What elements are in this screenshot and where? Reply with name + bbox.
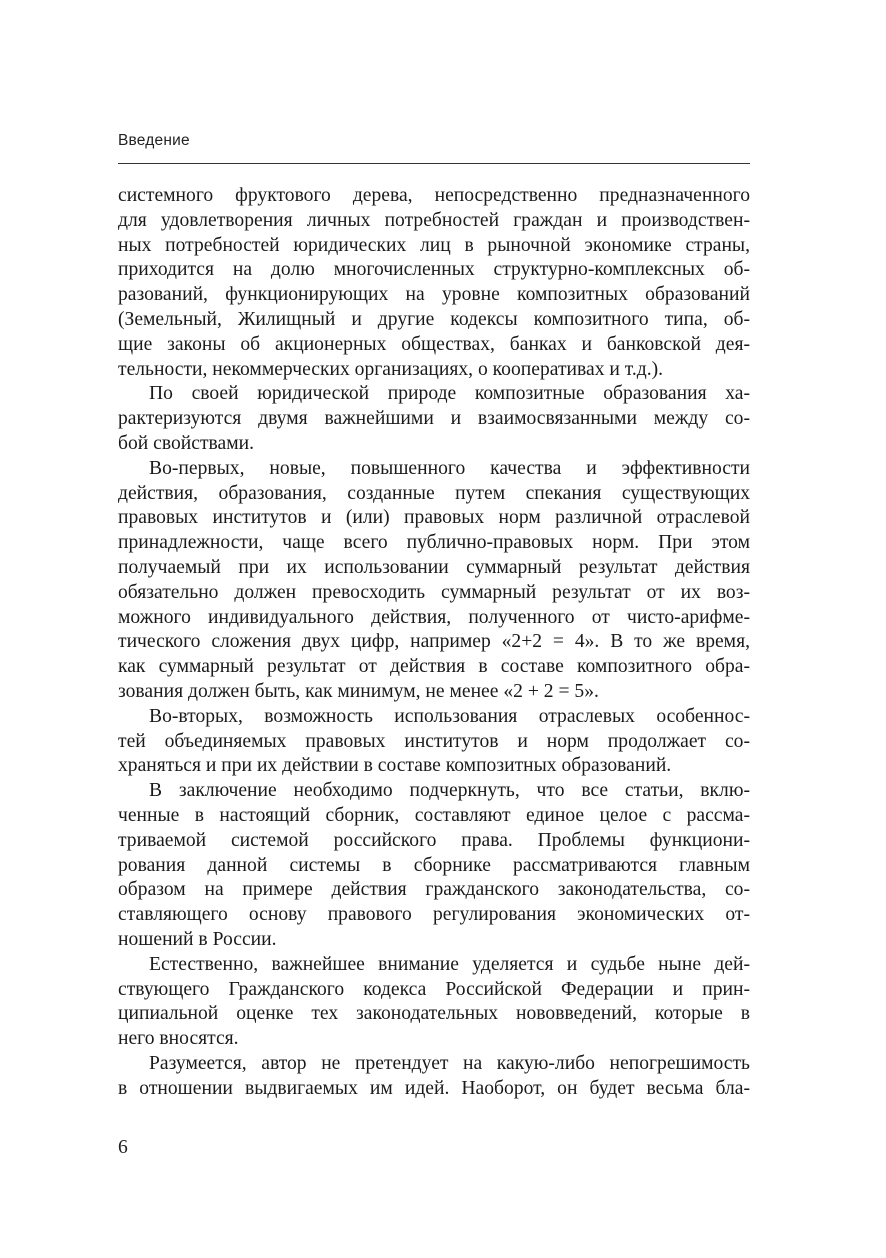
text-line: тельности, некоммерческих организациях, о кооперативах и т.д.). xyxy=(118,358,664,380)
text-line: рактеризуются двумя важнейшими и взаимосвязанными между со- xyxy=(118,408,750,430)
paragraph xyxy=(118,1052,750,1102)
text-line: (Земельный, Жилищный и другие кодексы композитного типа, об- xyxy=(118,308,750,330)
text-line: системного фруктового дерева, непосредственно предназначенного xyxy=(118,185,750,206)
text-line: обязательно должен превосходить суммарный результат от их воз- xyxy=(118,581,750,603)
text-line: него вносятся. xyxy=(118,1028,239,1050)
text-line: ченные в настоящий сборник, составляют единое целое с рассма- xyxy=(118,804,750,826)
text-line: Во-первых, новые, повышенного качества и эффективности xyxy=(149,457,750,479)
paragraph xyxy=(118,705,750,779)
text-line: в отношении выдвигаемых им идей. Наоборот, он будет весьма бла- xyxy=(118,1077,750,1099)
text-line: В заключение необходимо подчеркнуть, что все статьи, вклю- xyxy=(149,780,750,802)
text-line: правовых институтов и (или) правовых норм различной отраслевой xyxy=(118,507,750,529)
paragraph xyxy=(118,184,750,382)
body-text xyxy=(118,184,750,1101)
text-line: рования данной системы в сборнике рассматриваются главным xyxy=(118,854,750,876)
text-line: действия, образования, созданные путем спекания существующих xyxy=(118,482,750,504)
text-line: бой свойствами. xyxy=(118,432,254,454)
text-line: для удовлетворения личных потребностей граждан и производствен- xyxy=(118,209,750,231)
text-line: ношений в России. xyxy=(118,928,277,950)
text-line: щие законы об акционерных обществах, банках и банковской дея- xyxy=(118,333,750,355)
text-line: ставляющего основу правового регулирования экономических от- xyxy=(118,904,750,926)
text-line: По своей юридической природе композитные образования ха- xyxy=(149,383,750,405)
text-line: тей объединяемых правовых институтов и норм продолжает со- xyxy=(118,730,750,752)
text-line: приходится на долю многочисленных структурно-комплексных об- xyxy=(118,259,750,281)
text-line: зования должен быть, как минимум, не менее «2 + 2 = 5». xyxy=(118,680,599,702)
text-line: триваемой системой российского права. Проблемы функциони- xyxy=(118,829,750,851)
text-line: образом на примере действия гражданского законодательства, со- xyxy=(118,879,750,901)
text-line: ствующего Гражданского кодекса Российской Федерации и прин- xyxy=(118,978,750,1000)
text-line: получаемый при их использовании суммарный результат действия xyxy=(118,556,750,578)
text-line: ных потребностей юридических лиц в рыночной экономике страны, xyxy=(118,234,750,256)
text-line: можного индивидуального действия, полученного от чисто-арифме- xyxy=(118,606,750,628)
paragraph xyxy=(118,382,750,456)
text-line: ципиальной оценке тех законодательных нововведений, которые в xyxy=(118,1003,750,1025)
text-line: разований, функционирующих на уровне композитных образований xyxy=(118,284,750,306)
paragraph xyxy=(118,779,750,953)
running-head-title: Введение xyxy=(118,132,190,149)
text-line: тического сложения двух цифр, например «2+2 = 4». В то же время, xyxy=(118,631,750,653)
paragraph xyxy=(118,953,750,1052)
paragraph xyxy=(118,457,750,705)
text-line: как суммарный результат от действия в составе композитного обра- xyxy=(118,656,750,678)
text-line: принадлежности, чаще всего публично-правовых норм. При этом xyxy=(118,532,750,554)
text-line: храняться и при их действии в составе композитных образований. xyxy=(118,755,672,777)
text-line: Во-вторых, возможность использования отраслевых особеннос- xyxy=(149,705,750,727)
text-line: Разумеется, автор не претендует на какую-либо непогрешимость xyxy=(149,1052,750,1074)
text-line: Естественно, важнейшее внимание уделяется и судьбе ныне дей- xyxy=(149,953,750,975)
header-divider xyxy=(118,163,750,164)
page-number: 6 xyxy=(118,1137,128,1158)
